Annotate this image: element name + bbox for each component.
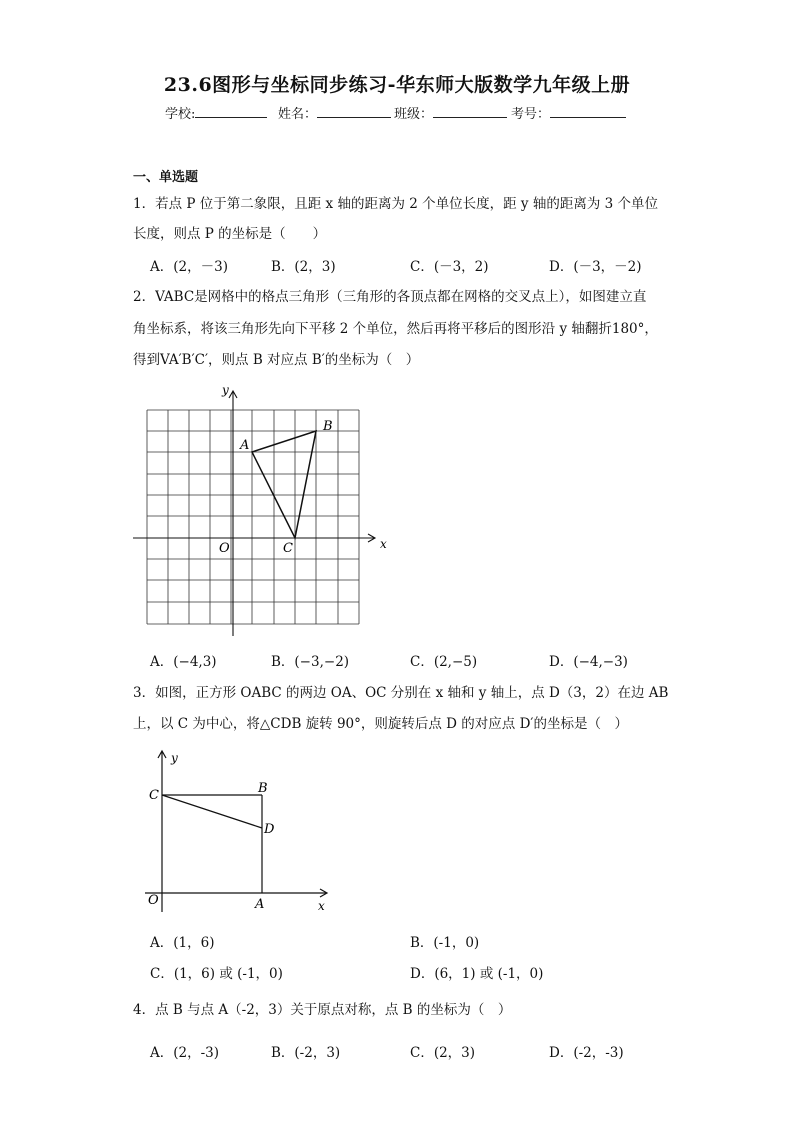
q3-label-a: A xyxy=(255,897,265,912)
q2-grid xyxy=(147,410,359,624)
q2-label-c: C xyxy=(283,541,293,556)
name-label: 姓名： xyxy=(278,107,318,122)
q2-stem-line2: 角坐标系，将该三角形先向下平移 2 个单位，然后再将平移后的图形沿 y 轴翻折180°， xyxy=(133,321,658,337)
q3-stem-line2: 上，以 C 为中心，将△CDB 旋转 90°，则旋转后点 D 的对应点 D′的坐标是（ ） xyxy=(133,716,628,732)
q3-label-o: O xyxy=(148,893,159,908)
q1-option-c[interactable]: C．(－3，2) xyxy=(410,259,489,275)
q3-label-d: D xyxy=(264,822,275,837)
q1-stem-line2: 长度，则点 P 的坐标是（ ） xyxy=(133,226,327,242)
class-label: 班级： xyxy=(394,107,434,122)
q2-triangle-abc xyxy=(252,431,316,538)
q2-label-x: x xyxy=(380,537,387,551)
q4-option-b[interactable]: B．(-2，3) xyxy=(271,1045,341,1061)
q2-axes xyxy=(133,391,375,636)
q2-label-a: A xyxy=(240,438,250,453)
q4-option-d[interactable]: D．(-2，-3) xyxy=(549,1045,624,1061)
q2-option-b[interactable]: B．(−3,−2) xyxy=(271,654,350,670)
q3-option-c[interactable]: C．(1，6) 或 (-1，0) xyxy=(150,966,283,982)
q4-stem-line1: 4．点 B 与点 A（-2，3）关于原点对称，点 B 的坐标为（ ） xyxy=(133,1002,512,1018)
q3-label-x: x xyxy=(318,899,325,913)
q3-label-y: y xyxy=(171,751,178,765)
q1-stem-line1: 1．若点 P 位于第二象限，且距 x 轴的距离为 2 个单位长度，距 y 轴的距离为 3 个单位 xyxy=(133,196,659,212)
q3-option-d[interactable]: D．(6，1) 或 (-1，0) xyxy=(410,966,544,982)
q3-segment-cd xyxy=(162,795,262,828)
q2-label-o: O xyxy=(219,541,230,556)
q3-label-c: C xyxy=(149,788,159,803)
q3-stem-line1: 3．如图，正方形 OABC 的两边 OA、OC 分别在 x 轴和 y 轴上，点 D（3，2）在边 AB xyxy=(133,685,669,701)
q2-label-b: B xyxy=(323,419,333,434)
q3-label-b: B xyxy=(258,781,268,796)
q2-option-a[interactable]: A．(−4,3) xyxy=(150,654,217,670)
q2-stem-line1: 2．VABC是网格中的格点三角形（三角形的各顶点都在网格的交叉点上），如图建立直 xyxy=(133,289,647,305)
q2-stem-line3: 得到VA′B′C′，则点 B 对应点 B′的坐标为（ ） xyxy=(133,352,420,368)
q4-option-c[interactable]: C．(2，3) xyxy=(410,1045,476,1061)
q1-option-a[interactable]: A．(2，－3) xyxy=(150,259,228,275)
q3-option-a[interactable]: A．(1，6) xyxy=(150,935,215,951)
exam-no-label: 考号： xyxy=(511,107,551,122)
school-label: 学校: xyxy=(165,107,196,122)
q2-option-d[interactable]: D．(−4,−3) xyxy=(549,654,628,670)
section-title: 一、单选题 xyxy=(133,170,199,185)
q3-figure xyxy=(145,751,327,913)
q3-option-b[interactable]: B．(-1，0) xyxy=(410,935,480,951)
q1-option-d[interactable]: D．(－3，－2) xyxy=(549,259,642,275)
q2-label-y: y xyxy=(222,383,229,397)
page-title: 23.6图形与坐标同步练习-华东师大版数学九年级上册 xyxy=(163,74,631,96)
q4-option-a[interactable]: A．(2，-3) xyxy=(150,1045,220,1061)
q2-option-c[interactable]: C．(2,−5) xyxy=(410,654,478,670)
q1-option-b[interactable]: B．(2，3) xyxy=(271,259,336,275)
